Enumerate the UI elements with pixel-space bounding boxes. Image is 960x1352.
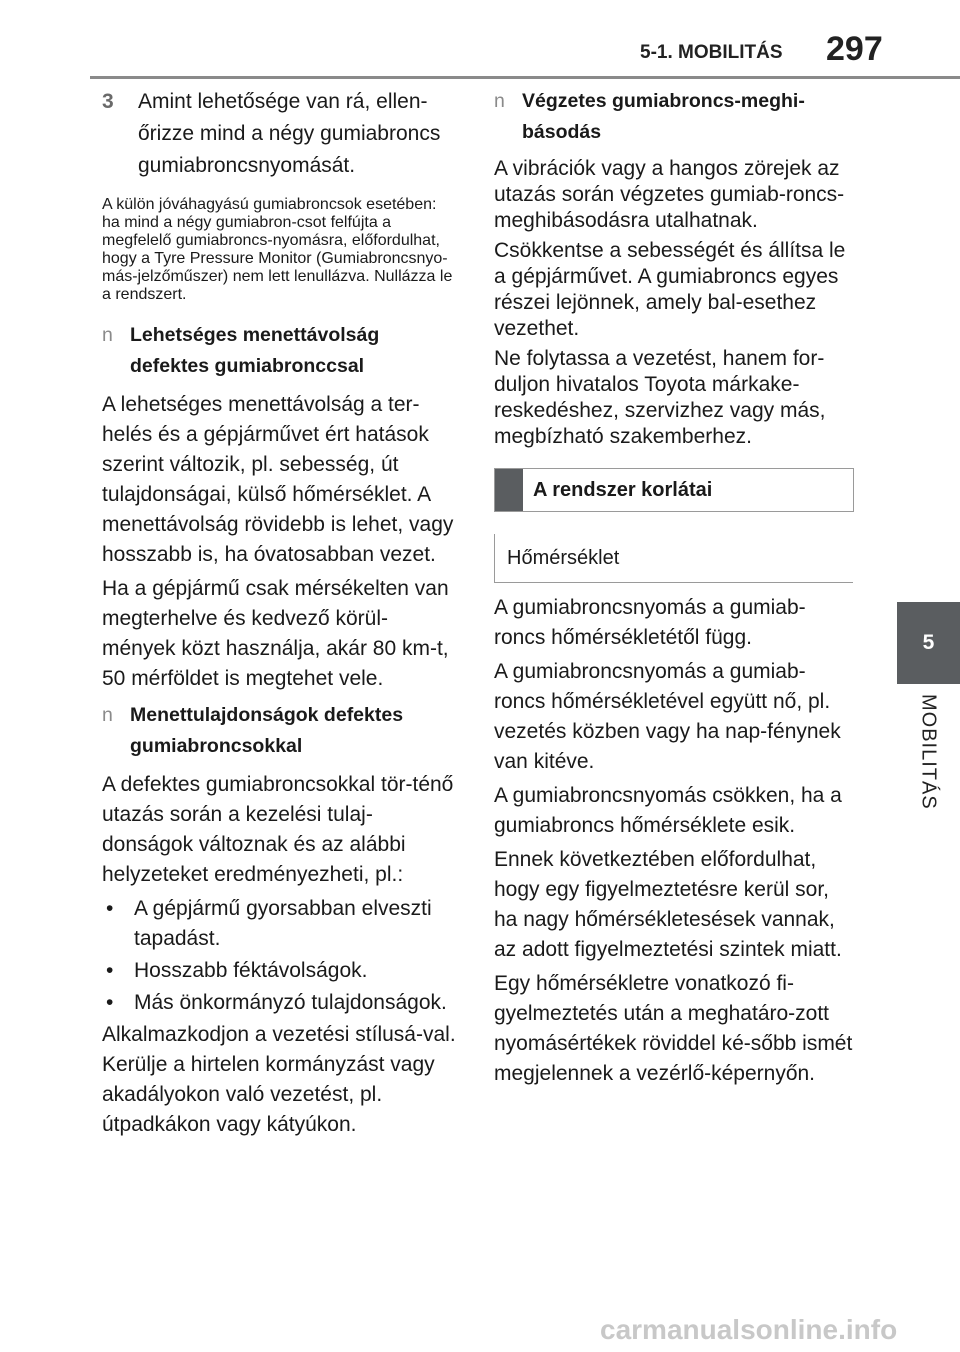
heading-marker-icon: n [102,704,113,726]
list-item [102,956,458,986]
heading-line: Lehetséges menettávolság [130,324,380,346]
heading-failure [494,86,854,148]
step-text [138,86,440,182]
step-line: Amint lehetősége van rá, ellen- [138,90,428,113]
step-line: gumiabroncsnyomását. [138,154,356,177]
heading-marker-icon: n [494,90,505,112]
paragraph: Ennek következtében előfordulhat, hogy egy figyelmeztetésre kerül sor, ha nagy hőmérsékletesések vannak, az adott figyelmeztetési szintek miatt. [494,848,842,961]
list-item-text: Más önkormányzó tulajdonságok. [134,991,447,1014]
heading-marker-icon: n [102,324,113,346]
paragraph: Ha a gépjármű csak mérsékelten van megterhelve és kedvező körül-mények közt használja, akár 80 km-t, 50 mérföldet is megtehet vele. [102,577,449,690]
heading-line: Végzetes gumiabroncs-meghi- [522,90,805,112]
paragraph: A gumiabroncsnyomás a gumiab-roncs hőmérsékletével együtt nő, pl. vezetés közben vagy ha nap-fénynek van kitéve. [494,660,841,773]
paragraph: A lehetséges menettávolság a ter-helés és a gépjárművet ért hatások szerint változik, pl. sebesség, út tulajdonságai, külső hőmérséklet. A menettávolság rövidebb is lehet, vagy hosszabb is, ha óvatosabban vezet. [102,393,454,566]
list-item-text: A gépjármű gyorsabban elveszti tapadást. [134,897,432,950]
bullet-icon: • [106,897,114,920]
list-item [102,894,458,954]
paragraph: A defektes gumiabroncsokkal tör-ténő utazás során a kezelési tulaj-donságok változnak és az alábbi helyzeteket eredményezheti, pl.: [102,773,454,886]
left-column [102,86,458,1144]
list-item-text: Hosszabb féktávolságok. [134,959,368,982]
heading-line: Menettulajdonságok defektes [130,704,404,726]
paragraph: A gumiabroncsnyomás a gumiab-roncs hőmérsékletétől függ. [494,596,806,649]
paragraph: Alkalmazkodjon a vezetési stílusá-val. Kerülje a hirtelen kormányzást vagy akadályokon való vezetést, pl. útpadkákon vagy kátyúkon. [102,1023,456,1136]
bullet-icon: • [106,991,114,1014]
chapter-label: MOBILITÁS [917,694,940,810]
heading-range [102,320,458,382]
paragraph: Egy hőmérsékletre vonatkozó fi-gyelmeztetés után a meghatáro-zott nyomásértékek röviddel ké-sőbb ismét megjelennek a vezérlő-képernyőn. [494,972,853,1085]
heading-line: gumiabroncsokkal [130,735,303,757]
step-3 [102,86,458,182]
note-text: A külön jóváhagyású gumiabroncsok esetében: ha mind a négy gumiabron-csot felfújta a megfelelő gumiabroncs-nyomásra, előfordulhat, hogy a Tyre Pressure Monitor (Gumiabroncsnyo-más-jelzőműszer) nem lett lenullázva. Nullázza le a rendszert. [102,196,453,303]
paragraph: Ne folytassa a vezetést, hanem for-duljon hivatalos Toyota márkake-reskedéshez, szervizhez vagy más, megbízható szakemberhez. [494,347,826,448]
section-box-heading [494,468,854,512]
subheading-temperature: Hőmérséklet [494,534,853,583]
box-heading-bar [495,469,523,511]
chapter-tab[interactable]: 5 [897,602,960,684]
right-column [494,86,854,1093]
step-line: őrizze mind a négy gumiabroncs [138,122,441,145]
page-number: 297 [826,30,883,68]
watermark: carmanualsonline.info [600,1314,898,1345]
list-item [102,988,458,1018]
bullet-icon: • [106,959,114,982]
heading-line: defektes gumiabronccsal [130,355,365,377]
paragraph: Csökkentse a sebességét és állítsa le a gépjárművet. A gumiabroncs egyes részei lejönnek, amely bal-esethez vezethet. [494,239,846,340]
header-divider [90,76,960,79]
heading-handling [102,700,458,762]
heading-line: básodás [522,121,602,143]
section-title: 5-1. MOBILITÁS [640,42,783,63]
step-number: 3 [102,90,114,113]
paragraph: A gumiabroncsnyomás csökken, ha a gumiabroncs hőmérséklete esik. [494,784,842,837]
box-heading-label: A rendszer korlátai [533,478,713,501]
paragraph: A vibrációk vagy a hangos zörejek az utazás során végzetes gumiab-roncs-meghibásodásra utalhatnak. [494,157,845,232]
